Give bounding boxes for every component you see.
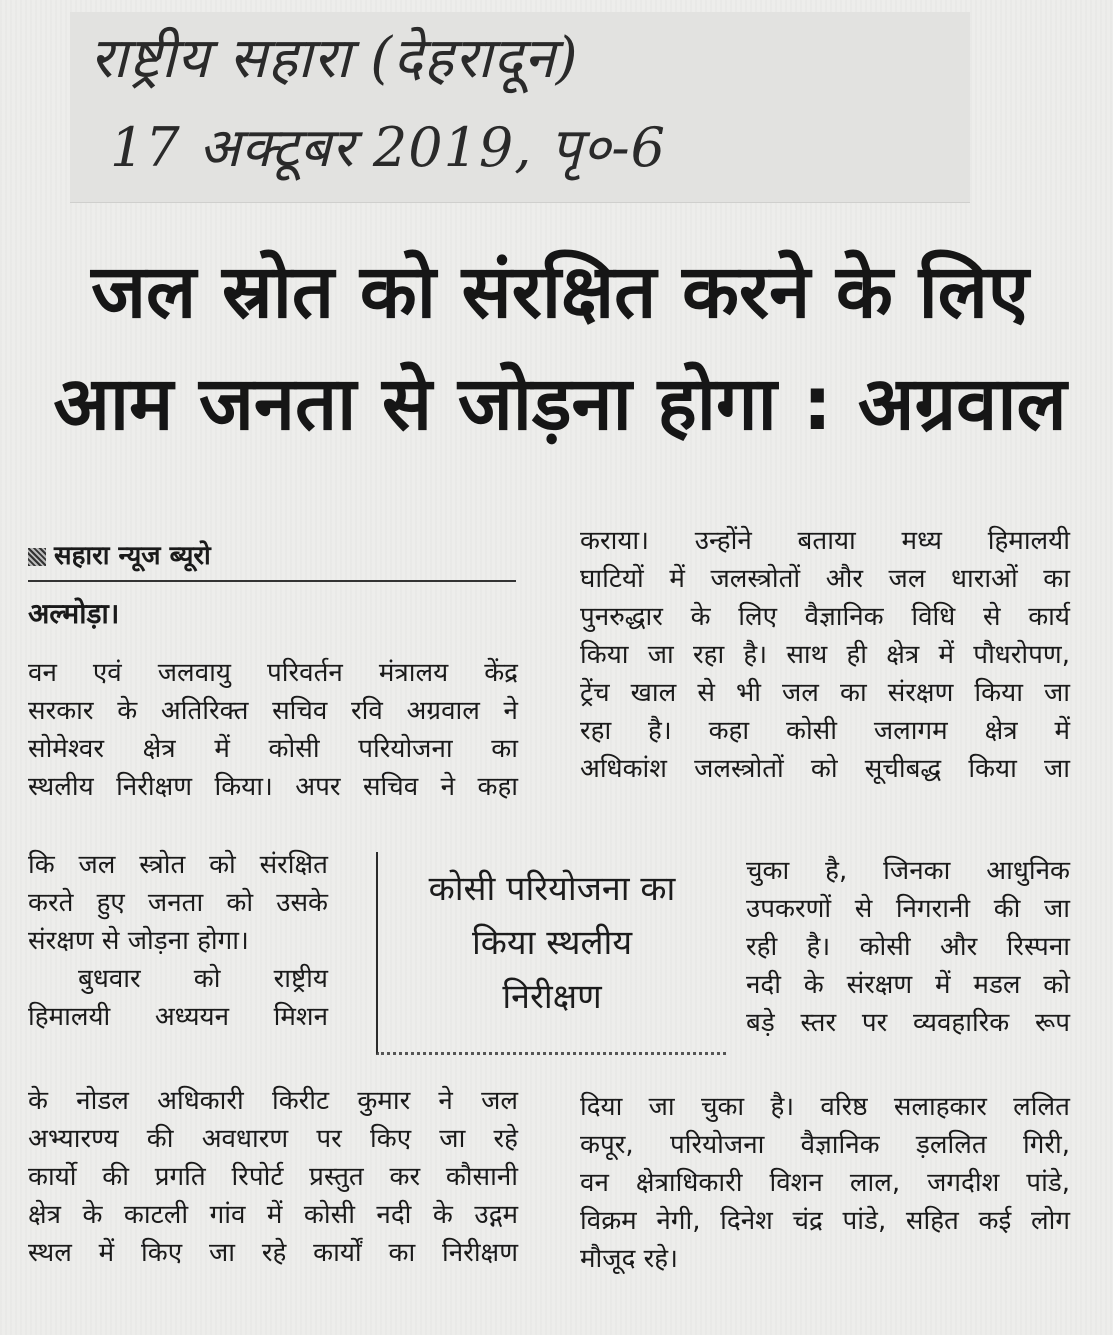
text-line: सोमेश्वर क्षेत्र में कोसी परियोजना का <box>28 734 518 764</box>
text-line: करते हुए जनता को उसके <box>28 888 328 918</box>
pull-quote-line: किया स्थलीय <box>471 923 633 963</box>
column-2-top <box>580 522 1070 788</box>
text-line: चुका है, जिनका आधुनिक <box>746 856 1070 886</box>
column-2-narrow <box>746 852 1070 1042</box>
pull-quote-line: कोसी परियोजना का <box>428 869 676 909</box>
handwritten-source-note <box>70 12 970 203</box>
text-line: वन क्षेत्राधिकारी विशन लाल, जगदीश पांडे, <box>580 1168 1070 1198</box>
text-line: उपकरणों से निगरानी की जा <box>746 894 1070 924</box>
text-line: नदी के संरक्षण में मडल को <box>746 970 1070 1000</box>
text-line: कि जल स्त्रोत को संरक्षित <box>28 850 328 880</box>
headline-line-2: आम जनता से जोड़ना होगा : अग्रवाल <box>53 361 1067 447</box>
text-line: कार्यो की प्रगति रिपोर्ट प्रस्तुत कर कौसानी <box>28 1162 518 1192</box>
text-line: बुधवार को राष्ट्रीय <box>78 964 328 994</box>
text-line: स्थलीय निरीक्षण किया। अपर सचिव ने कहा <box>28 772 518 802</box>
byline-square-icon <box>28 548 46 566</box>
text-line: कराया। उन्होंने बताया मध्य हिमालयी <box>580 526 1070 556</box>
text-line: वन एवं जलवायु परिवर्तन मंत्रालय केंद्र <box>28 658 518 688</box>
text-line: अभ्यारण्य की अवधारण पर किए जा रहे <box>28 1124 518 1154</box>
headline-line-1: जल स्रोत को संरक्षित करने के लिए <box>91 249 1029 335</box>
text-line: विक्रम नेगी, दिनेश चंद्र पांडे, सहित कई लोग <box>580 1206 1070 1236</box>
text-line: ट्रेंच खाल से भी जल का संरक्षण किया जा <box>580 678 1070 708</box>
article-headline <box>20 236 1100 460</box>
text-line: पुनरुद्धार के लिए वैज्ञानिक विधि से कार्य <box>580 602 1070 632</box>
text-line: किया जा रहा है। साथ ही क्षेत्र में पौधरोपण, <box>580 640 1070 670</box>
text-line: मौजूद रहे। <box>580 1244 678 1274</box>
column-1-top <box>28 654 518 806</box>
text-line: रही है। कोसी और रिस्पना <box>746 932 1070 962</box>
text-line: अधिकांश जलस्त्रोतों को सूचीबद्ध किया जा <box>580 754 1070 784</box>
handwritten-newspaper-name: राष्ट्रीय सहारा (देहरादून) <box>90 26 579 91</box>
text-line: सरकार के अतिरिक्त सचिव रवि अग्रवाल ने <box>28 696 518 726</box>
text-line: के नोडल अधिकारी किरीट कुमार ने जल <box>28 1086 518 1116</box>
text-line: बड़े स्तर पर व्यवहारिक रूप <box>746 1008 1070 1038</box>
byline <box>28 536 516 582</box>
column-1-narrow <box>28 846 328 1036</box>
text-line: कपूर, परियोजना वैज्ञानिक ड़ललित गिरी, <box>580 1130 1070 1160</box>
text-line: दिया जा चुका है। वरिष्ठ सलाहकार ललित <box>580 1092 1070 1122</box>
text-line: हिमालयी अध्ययन मिशन <box>28 1002 328 1032</box>
column-1-bottom <box>28 1082 518 1272</box>
dateline: अल्मोड़ा। <box>28 597 120 630</box>
text-line: संरक्षण से जोड़ना होगा। <box>28 926 249 956</box>
pull-quote-line: निरीक्षण <box>502 977 602 1017</box>
text-line: रहा है। कहा कोसी जलागम क्षेत्र में <box>580 716 1070 746</box>
text-line: घाटियों में जलस्त्रोतों और जल धाराओं का <box>580 564 1070 594</box>
text-line: क्षेत्र के काटली गांव में कोसी नदी के उद्गम <box>28 1200 518 1230</box>
handwritten-date-page: 17 अक्टूबर 2019, पृ०-6 <box>110 116 666 179</box>
text-line: स्थल में किए जा रहे कार्यों का निरीक्षण <box>28 1238 518 1268</box>
column-2-bottom <box>580 1088 1070 1278</box>
pull-quote-box <box>376 852 726 1055</box>
byline-text: सहारा न्यूज ब्यूरो <box>54 541 211 571</box>
